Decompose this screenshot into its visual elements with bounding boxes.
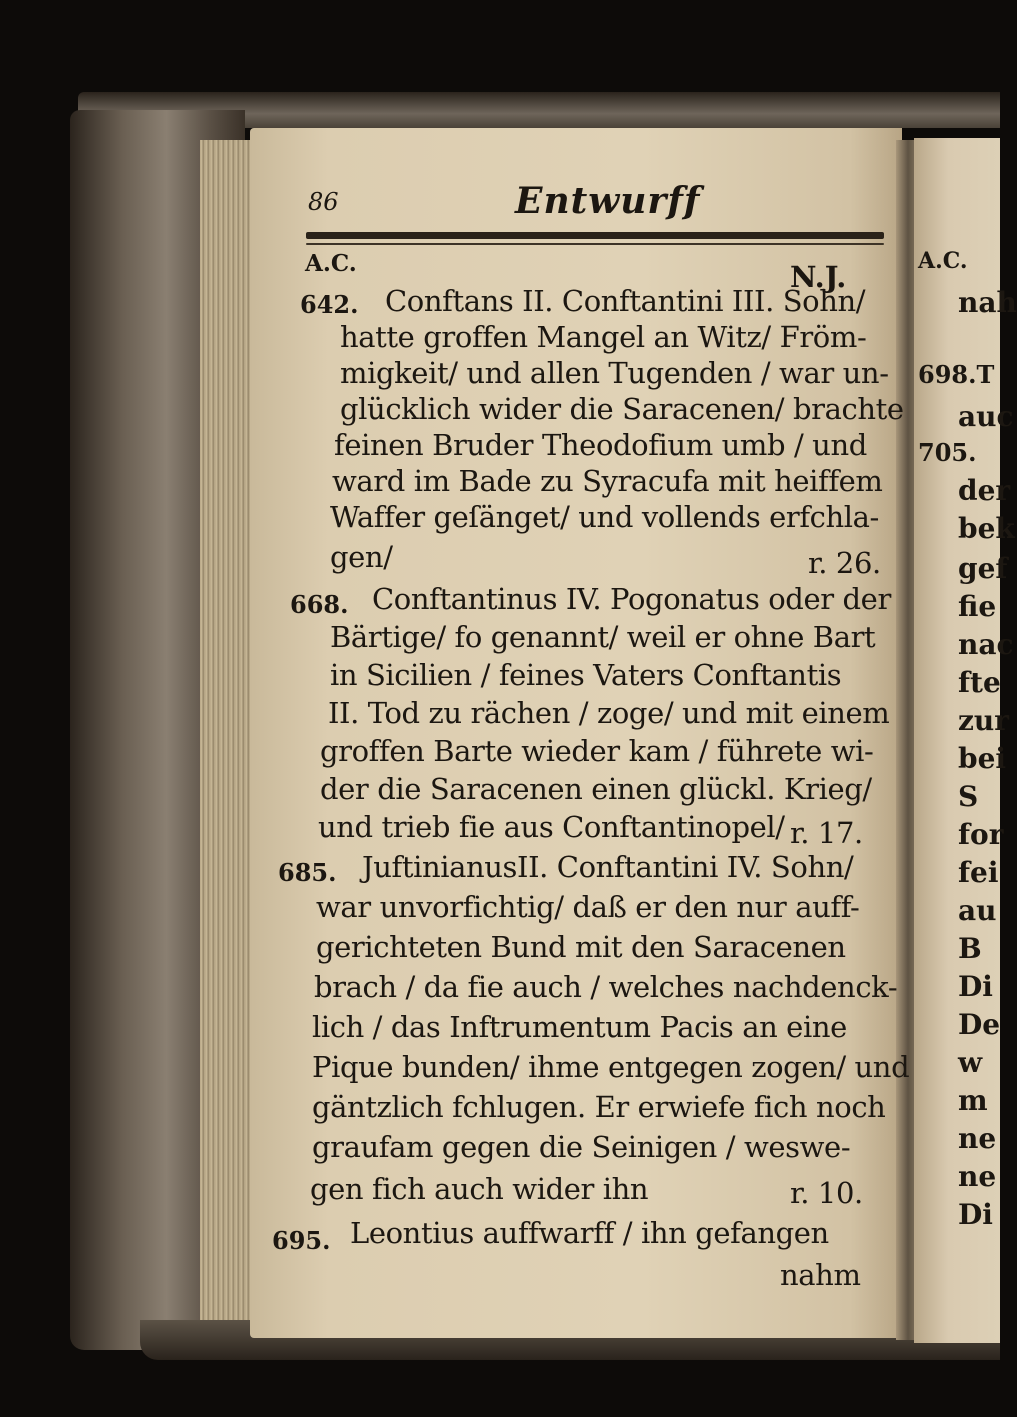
page-number: 86 — [308, 188, 339, 216]
right-page-line: S — [958, 780, 979, 813]
entry-line: gen/ — [330, 540, 393, 574]
entry-line: graufam gegen die Seinigen / weswe- — [312, 1130, 851, 1164]
entry-line: Conftans II. Conftantini III. Sohn/ — [385, 284, 866, 318]
entry-line: lich / das Inftrumentum Pacis an eine — [312, 1010, 847, 1044]
entry-line: gerichteten Bund mit den Saracenen — [316, 930, 846, 964]
entry-line: II. Tod zu rächen / zoge/ und mit einem — [328, 696, 890, 730]
right-page-line: bek — [958, 512, 1015, 545]
right-page-line: fei — [958, 856, 999, 889]
right-page-line: B — [958, 932, 982, 965]
right-page-line: fie — [958, 590, 997, 623]
entry-line: war unvorfichtig/ daß er den nur auff- — [316, 890, 860, 924]
header-rule — [306, 232, 884, 239]
entry-line: ward im Bade zu Syracufa mit heiffem — [332, 464, 883, 498]
right-page-line: der — [958, 474, 1011, 507]
right-page-line: for — [958, 818, 1004, 851]
right-page-line: ne — [958, 1122, 997, 1155]
entry-line: Leontius auffwarff / ihn gefangen — [350, 1216, 829, 1250]
right-page-line: Di — [958, 1198, 993, 1231]
entry-line: und trieb fie aus Conftantinopel/ — [318, 810, 785, 844]
entry-line: hatte groffen Mangel an Witz/ Fröm- — [340, 320, 867, 354]
right-page-line: m — [958, 1084, 988, 1117]
entry-line: gäntzlich fchlugen. Er erwiefe fich noch — [312, 1090, 886, 1124]
entry-line: gen fich auch wider ihn — [310, 1172, 649, 1206]
entry-line: JuftinianusII. Conftantini IV. Sohn/ — [362, 850, 854, 884]
entry-line: glücklich wider die Saracenen/ brachte — [340, 392, 904, 426]
entry-year: 642. — [300, 290, 359, 319]
entry-line: Pique bunden/ ihme entgegen zogen/ und — [312, 1050, 910, 1084]
right-page-line: fte — [958, 666, 1001, 699]
right-page-line: De — [958, 1008, 1001, 1041]
entry-line: brach / da fie auch / welches nachdenck- — [314, 970, 898, 1004]
entry-line: Bärtige/ fo genannt/ weil er ohne Bart — [330, 620, 876, 654]
entry-year: 695. — [272, 1226, 331, 1255]
entry-year: 668. — [290, 590, 349, 619]
entry-line: feinen Bruder Theodofium umb / und — [334, 428, 867, 462]
entry-year: 685. — [278, 858, 337, 887]
right-page-line: w — [958, 1046, 983, 1079]
header-rule-thin — [306, 243, 884, 245]
entry-reign: r. 17. — [790, 816, 863, 850]
entry-line: Waffer geſänget/ und vollends erfchla- — [330, 500, 879, 534]
right-page-line: au — [958, 894, 997, 927]
entry-line: Conftantinus IV. Pogonatus oder der — [372, 582, 891, 616]
right-page-line: ne — [958, 1160, 997, 1193]
column-head-ac: A.C. — [305, 250, 357, 277]
entry-line: nahm — [780, 1258, 861, 1292]
entry-reign: r. 26. — [808, 546, 881, 580]
right-page-line: Di — [958, 970, 993, 1003]
entry-line: der die Saracenen einen glückl. Krieg/ — [320, 772, 872, 806]
right-page-line: nah — [958, 286, 1017, 319]
entry-line: migkeit/ und allen Tugenden / war un- — [340, 356, 889, 390]
right-page-line: nac — [958, 628, 1014, 661]
right-page-line: bei — [958, 742, 1007, 775]
right-page-line: 705. — [918, 438, 977, 467]
right-page-line: gef — [958, 552, 1008, 585]
entry-line: in Sicilien / feines Vaters Conftantis — [330, 658, 842, 692]
running-head: Entwurff — [515, 180, 701, 222]
right-page-line: 698.T — [918, 360, 995, 389]
column-head-nj: N.J. — [790, 260, 847, 294]
entry-line: groffen Barte wieder kam / führete wi- — [320, 734, 874, 768]
right-page-line: auc — [958, 400, 1014, 433]
right-page-head: A.C. — [918, 248, 968, 274]
right-page-line: zur — [958, 704, 1010, 737]
entry-reign: r. 10. — [790, 1176, 863, 1210]
